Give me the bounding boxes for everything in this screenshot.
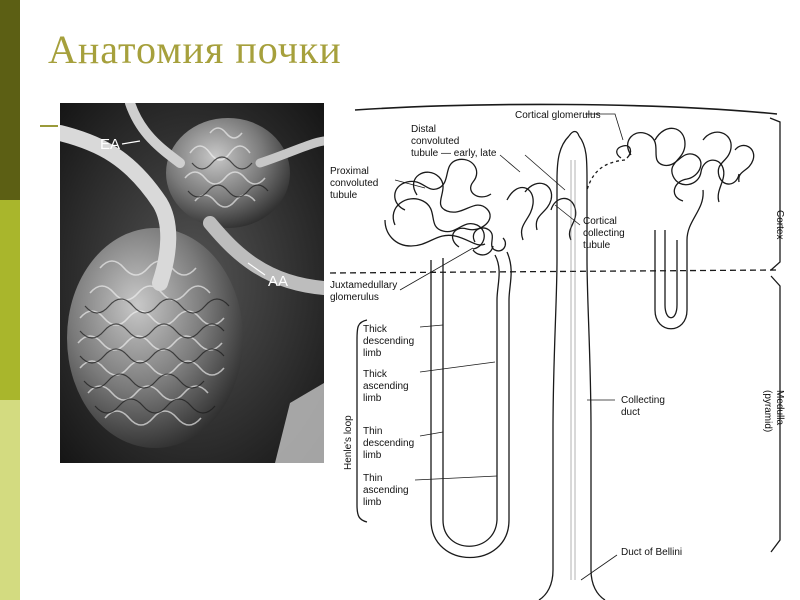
label-thick-asc-1: Thick (363, 369, 387, 380)
nephron-diagram (325, 100, 800, 600)
label-medulla-2: (pyramid) (762, 390, 773, 433)
label-thick-desc-3: limb (363, 348, 382, 359)
label-cortical-glomerulus: Cortical glomerulus (515, 110, 601, 121)
label-juxta-1: Juxtamedullary (330, 280, 398, 291)
label-distal-3: tubule — early, late (411, 148, 497, 159)
label-collecting-duct-1: Collecting (621, 395, 665, 406)
label-thin-desc-2: descending (363, 438, 415, 449)
label-ea: EA (100, 136, 121, 153)
label-thin-desc-3: limb (363, 450, 382, 461)
label-distal-2: convoluted (411, 136, 460, 147)
title-underline (40, 125, 58, 127)
label-thin-desc-1: Thin (363, 426, 383, 437)
label-cortical-collecting-2: collecting (583, 228, 625, 239)
label-distal-1: Distal (411, 124, 437, 135)
label-aa: AA (268, 273, 289, 290)
slide-title: Анатомия почки (48, 27, 342, 72)
label-thin-asc-3: limb (363, 497, 382, 508)
label-proximal-3: tubule (330, 190, 358, 201)
label-juxta-2: glomerulus (330, 292, 379, 303)
label-proximal-2: convoluted (330, 178, 379, 189)
sidebar-dark-block (0, 0, 20, 200)
sidebar-light-block (0, 400, 20, 600)
label-cortical-collecting-1: Cortical (583, 216, 617, 227)
label-thick-desc-1: Thick (363, 324, 387, 335)
label-medulla-1: Medulla (774, 390, 785, 426)
glomerulus-micrograph (60, 103, 324, 463)
label-proximal-1: Proximal (330, 166, 369, 177)
label-collecting-duct-2: duct (621, 407, 640, 418)
label-thick-asc-3: limb (363, 393, 382, 404)
label-duct-bellini: Duct of Bellini (621, 547, 683, 558)
label-cortex: Cortex (774, 210, 785, 240)
label-thick-asc-2: ascending (363, 381, 409, 392)
sidebar-mid-block (0, 200, 20, 400)
label-cortical-collecting-3: tubule (583, 240, 611, 251)
label-thin-asc-2: ascending (363, 485, 409, 496)
label-thick-desc-2: descending (363, 336, 415, 347)
label-thin-asc-1: Thin (363, 473, 383, 484)
label-henles-loop: Henle's loop (343, 415, 354, 470)
